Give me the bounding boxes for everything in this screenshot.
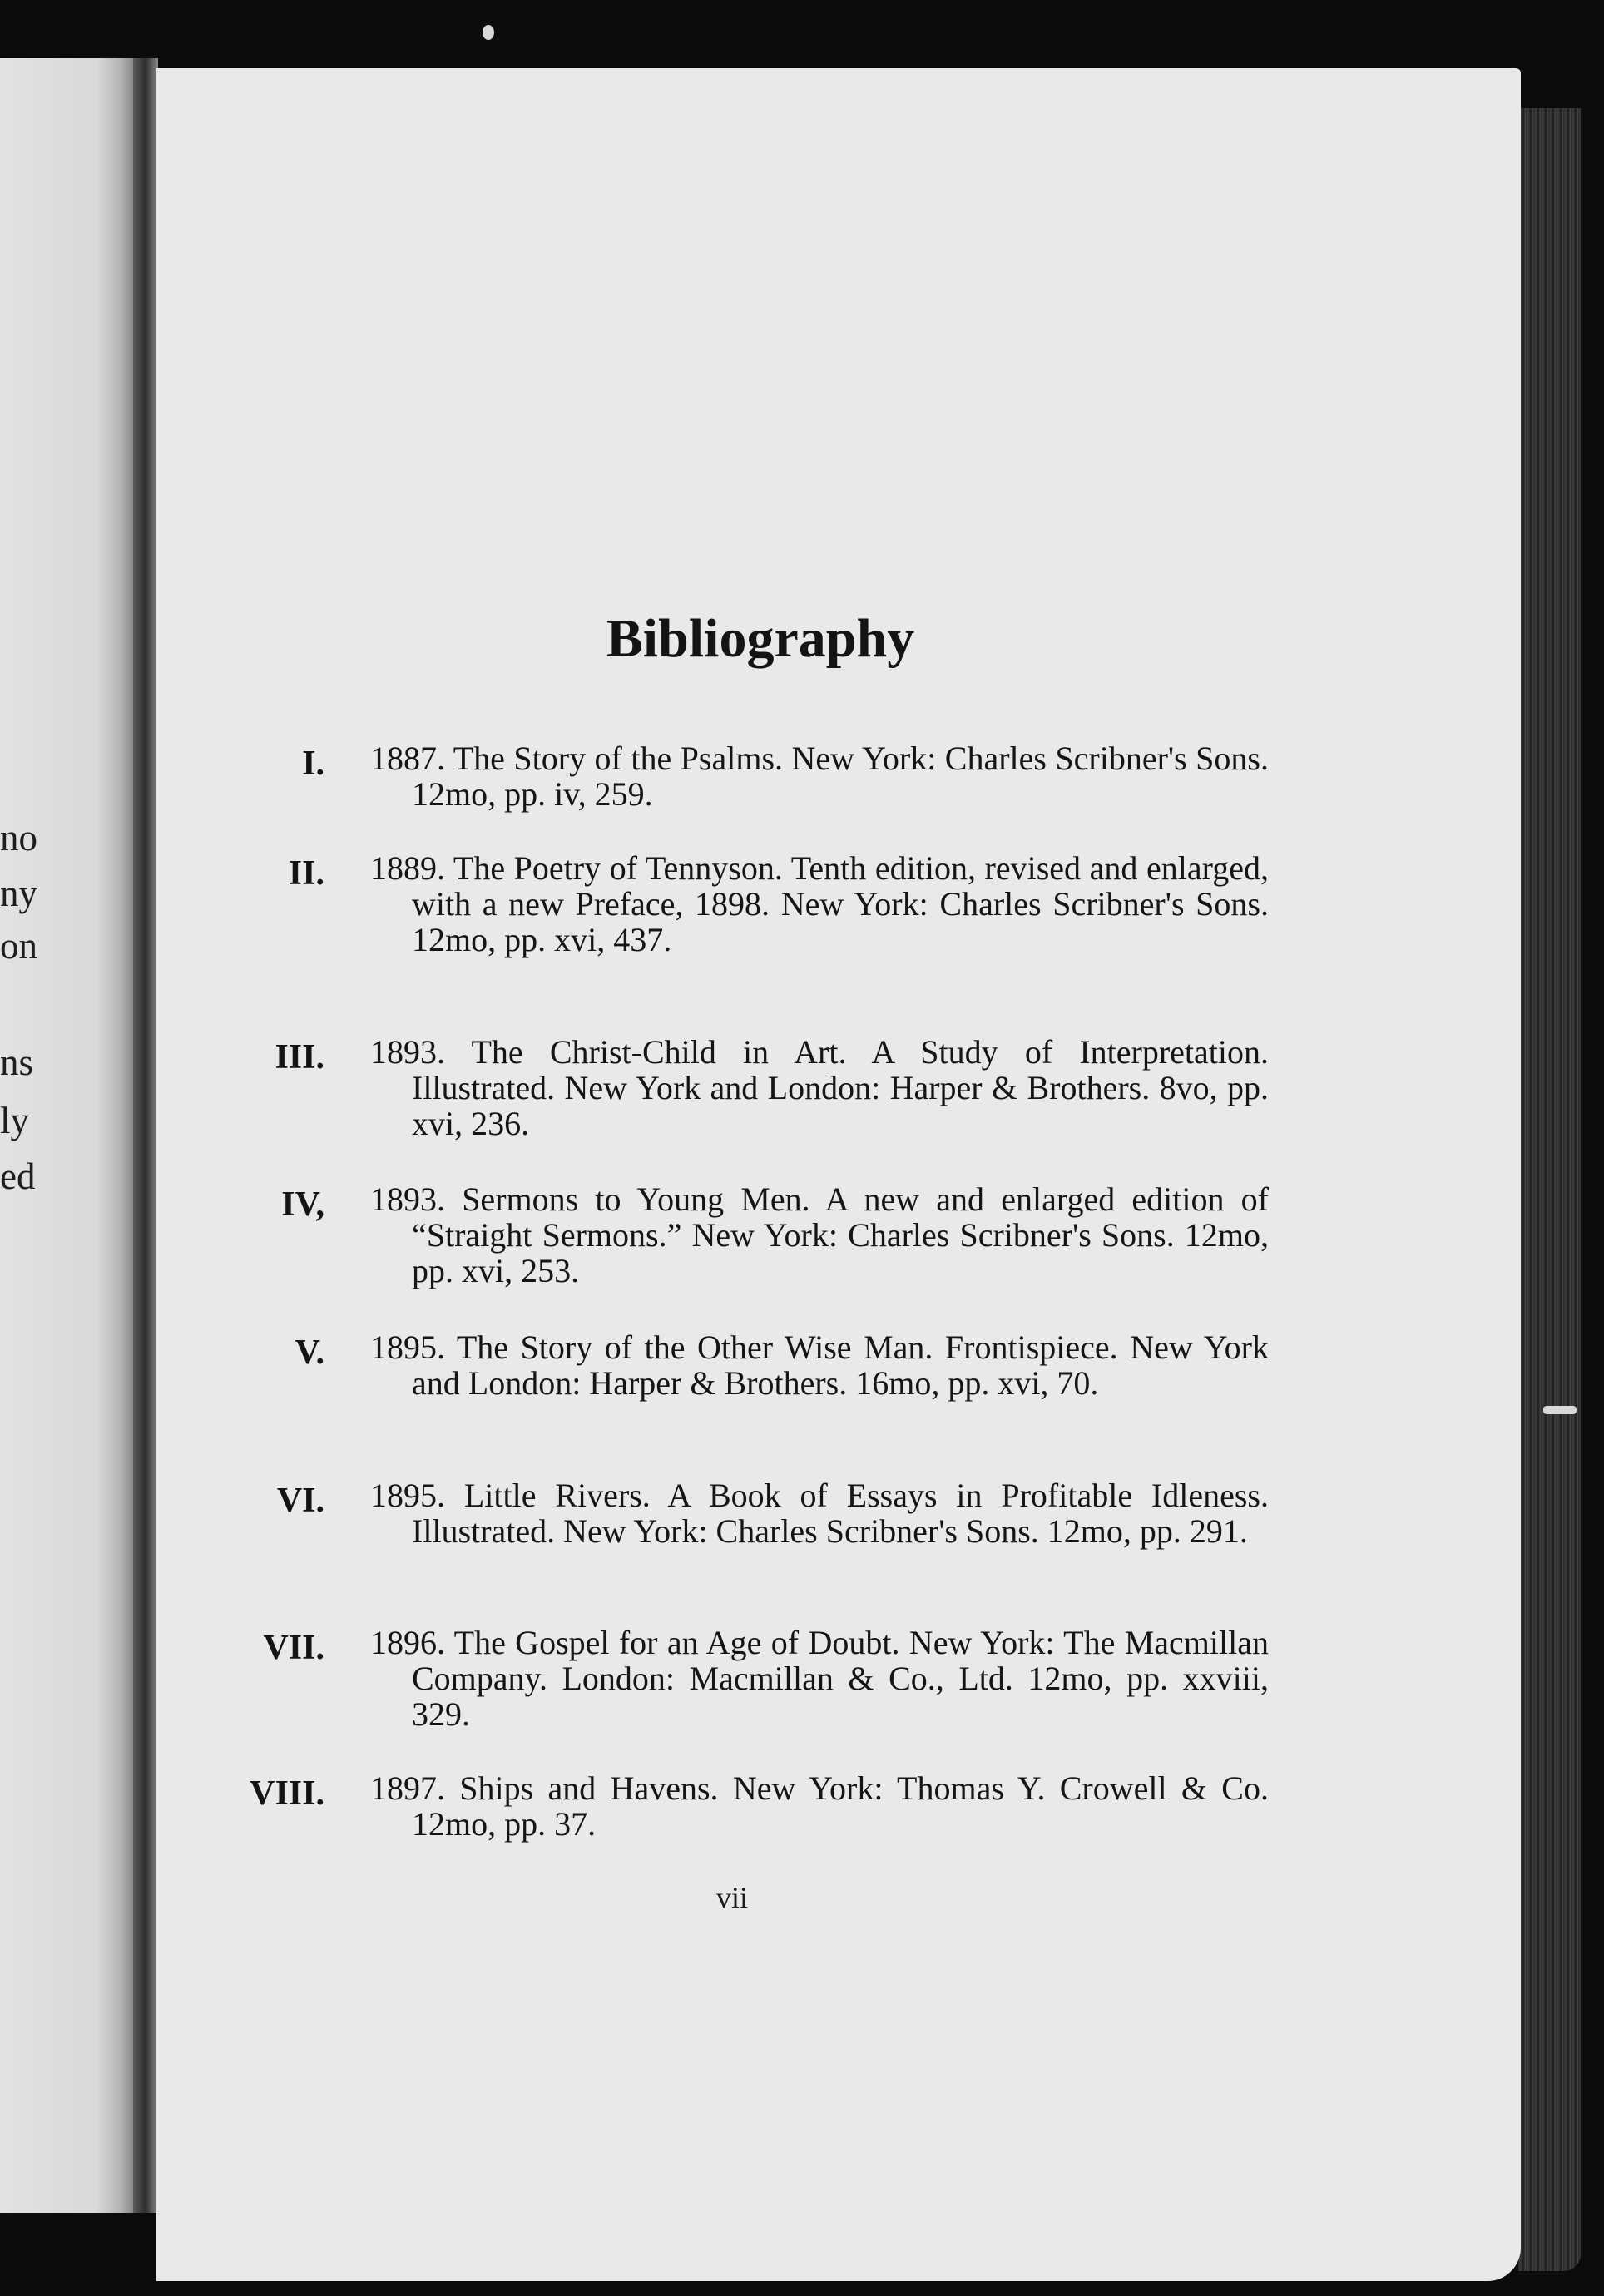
- facing-page-fragment: ns: [0, 1042, 34, 1083]
- entry-text: 1895. Little Rivers. A Book of Essays in Profitable Idleness. Illustrated. New York: Charles Scribner's Sons. 12mo, pp. 291.: [370, 1477, 1269, 1550]
- facing-page-fragment: ny: [0, 873, 37, 914]
- entry-text: 1895. The Story of the Other Wise Man. Frontispiece. New York and London: Harper & Brothers. 16mo, pp. xvi, 70.: [370, 1329, 1269, 1402]
- page-stack-edge: [1518, 108, 1581, 2271]
- scan-speck: [483, 25, 494, 40]
- entry-text: 1893. The Christ-Child in Art. A Study of Interpretation. Illustrated. New York and London: Harper & Brothers. 8vo, pp. xvi, 236.: [370, 1033, 1269, 1142]
- facing-page-fragment: ed: [0, 1155, 36, 1197]
- entry-text: 1887. The Story of the Psalms. New York: Charles Scribner's Sons. 12mo, pp. iv, 259.: [370, 740, 1269, 813]
- entry-numeral: IV,: [281, 1185, 324, 1224]
- book-page: [156, 68, 1521, 2281]
- facing-page-fragment: no: [0, 817, 37, 859]
- scan-speck: [1543, 1406, 1577, 1414]
- entry-text: 1896. The Gospel for an Age of Doubt. New York: The Macmillan Company. London: Macmillan & Co., Ltd. 12mo, pp. xxviii, 329.: [370, 1624, 1269, 1733]
- facing-page-fragment: on: [0, 925, 37, 967]
- page-title: Bibliography: [606, 608, 915, 669]
- entry-text: 1889. The Poetry of Tennyson. Tenth edition, revised and enlarged, with a new Preface, 1898. New York: Charles Scribner's Sons. 12mo, pp. xvi, 437.: [370, 849, 1269, 958]
- facing-page-fragment: ly: [0, 1100, 30, 1141]
- entry-numeral: I.: [302, 745, 324, 783]
- entry-text: 1897. Ships and Havens. New York: Thomas Y. Crowell & Co. 12mo, pp. 37.: [370, 1769, 1269, 1843]
- entry-numeral: VI.: [276, 1482, 324, 1520]
- entry-text: 1893. Sermons to Young Men. A new and enlarged edition of “Straight Sermons.” New York: Charles Scribner's Sons. 12mo, pp. xvi, 253.: [370, 1180, 1269, 1289]
- entry-numeral: VIII.: [250, 1774, 324, 1813]
- entry-numeral: V.: [295, 1334, 324, 1372]
- entry-numeral: II.: [288, 854, 324, 893]
- entry-numeral: III.: [275, 1038, 324, 1076]
- entry-numeral: VII.: [263, 1629, 324, 1667]
- page-number: vii: [715, 1881, 748, 1914]
